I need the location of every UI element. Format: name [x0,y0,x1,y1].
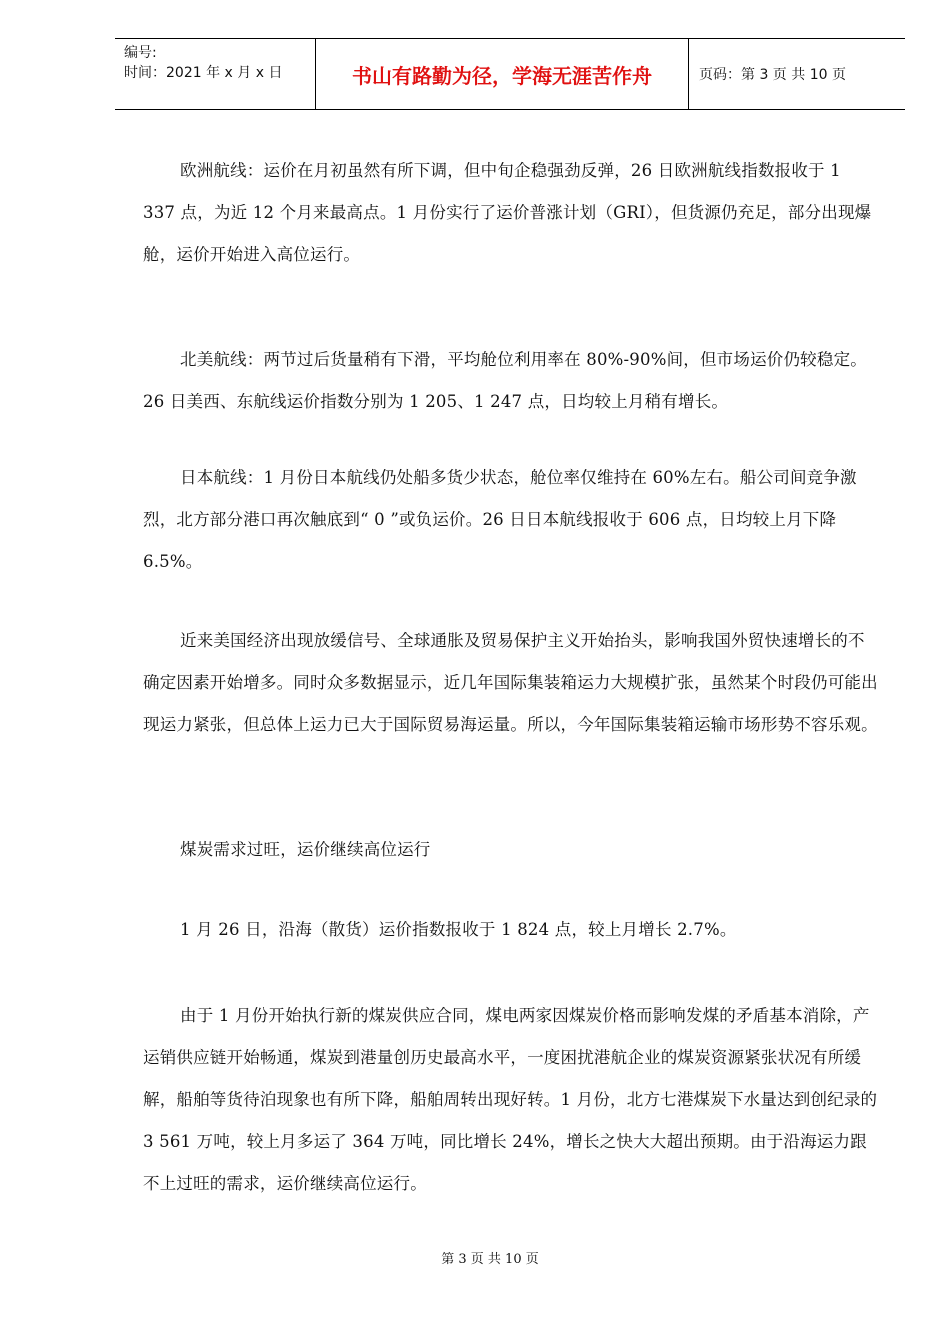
paragraph-north-america-route: 北美航线：两节过后货量稍有下滑，平均舱位利用率在 80%-90%间，但市场运价仍较稳定。26 日美西、东航线运价指数分别为 1 205、1 247 点，日均较上月稍有增长。 [143,350,867,411]
paragraph-coastal-index: 1 月 26 日，沿海（散货）运价指数报收于 1 824 点，较上月增长 2.7%。 [180,920,737,939]
header-motto: 书山有路勤为径，学海无涯苦作舟 [316,39,689,109]
paragraph-japan-route: 日本航线：1 月份日本航线仍处船多货少状态，舱位率仅维持在 60%左右。船公司间竞争激烈，北方部分港口再次触底到“ 0 ”或负运价。26 日日本航线报收于 606 点，日均较上月下降 6.5%。 [143,468,857,571]
paragraph-coal-supply: 由于 1 月份开始执行新的煤炭供应合同，煤电两家因煤炭价格而影响发煤的矛盾基本消除，产运销供应链开始畅通，煤炭到港量创历史最高水平，一度困扰港航企业的煤炭资源紧张状况有所缓解，船舶等货待泊现象也有所下降，船舶周转出现好转。1 月份，北方七港煤炭下水量达到创纪录的 3 561 万吨，较上月多运了 364 万吨，同比增长 24%，增长之快大大超出预期。由于沿海运力跟不上过旺的需求，运价继续高位运行。 [143,1006,878,1193]
header-page-number: 页码：第 3 页 共 10 页 [699,67,846,83]
header-meta [115,39,316,109]
paragraph-market-outlook: 近来美国经济出现放缓信号、全球通胀及贸易保护主义开始抬头，影响我国外贸快速增长的不确定因素开始增多。同时众多数据显示，近几年国际集装箱运力大规模扩张，虽然某个时段仍可能出现运力紧张，但总体上运力已大于国际贸易海运量。所以，今年国际集装箱运输市场形势不容乐观。 [143,631,878,734]
paragraph-europe-route: 欧洲航线：运价在月初虽然有所下调，但中旬企稳强劲反弹，26 日欧洲航线指数报收于 1 337 点，为近 12 个月来最高点。1 月份实行了运价普涨计划（GRI），但货源仍充足，部分出现爆舱，运价开始进入高位运行。 [143,161,872,264]
page-header [115,38,905,110]
section-heading-coal: 煤炭需求过旺，运价继续高位运行 [180,840,431,859]
document-number-label: 编号: [124,45,157,61]
document-time-label: 时间：2021 年 x 月 x 日 [124,65,283,81]
page-footer: 第 3 页 共 10 页 [441,1252,539,1267]
